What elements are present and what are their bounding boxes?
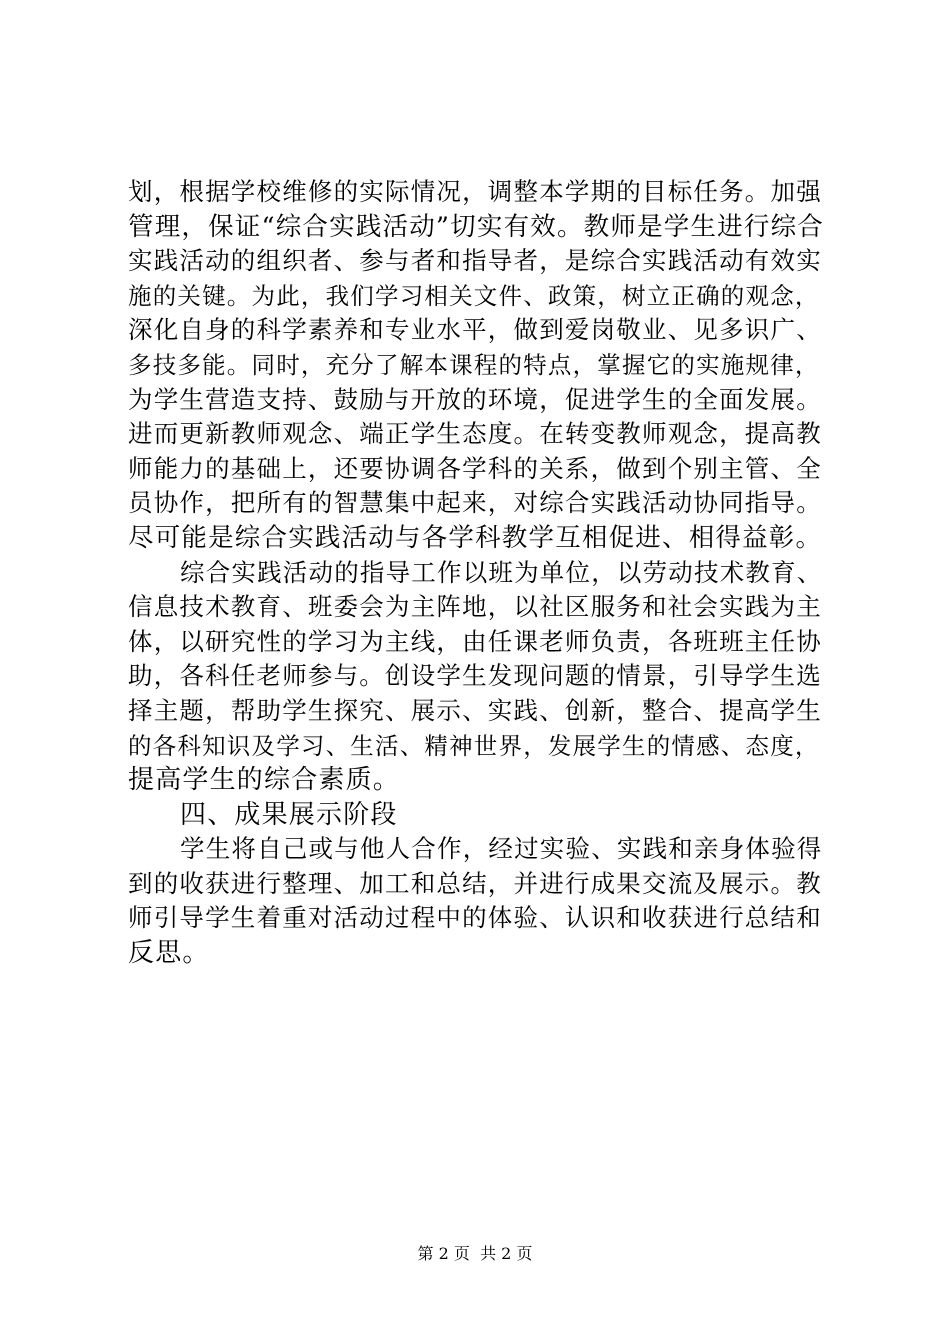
text-line: 的各科知识及学习、生活、精神世界，发展学生的情感、态度， [128, 731, 820, 760]
text-line: 尽可能是综合实践活动与各学科教学互相促进、相得益彰。 [128, 522, 823, 553]
text-line: 深化自身的科学素养和专业水平，做到爱岗敬业、见多识广、 [128, 315, 822, 345]
text-line: 提高学生的综合素质。 [128, 765, 401, 796]
paragraph-first-line: 学生将自己或与他人合作，经过实验、实践和亲身体验得 [180, 834, 823, 864]
text-line: 择主题，帮助学生探究、展示、实践、创新，整合、提高学生 [128, 695, 822, 725]
text-line: 施的关键。为此，我们学习相关文件、政策，树立正确的观念， [128, 281, 820, 310]
text-line: 员协作，把所有的智慧集中起来，对综合实践活动协同指导。 [128, 488, 822, 518]
section-heading: 四、成果展示阶段 [180, 799, 398, 830]
page-footer: 第 2 页 共 2 页 [417, 1244, 533, 1263]
text-line: 师引导学生着重对活动过程中的体验、认识和收获进行总结和 [128, 903, 822, 933]
text-line: 进而更新教师观念、端正学生态度。在转变教师观念，提高教 [128, 419, 822, 449]
text-line: 实践活动的组织者、参与者和指导者，是综合实践活动有效实 [128, 246, 822, 276]
text-line: 体，以研究性的学习为主线，由任课老师负责，各班班主任协 [128, 626, 822, 656]
text-line: 信息技术教育、班委会为主阵地，以社区服务和社会实践为主 [128, 592, 822, 622]
text-line: 师能力的基础上，还要协调各学科的关系，做到个别主管、全 [128, 453, 822, 483]
text-line: 多技多能。同时，充分了解本课程的特点，掌握它的实施规律， [128, 350, 820, 379]
text-line: 划，根据学校维修的实际情况，调整本学期的目标任务。加强 [128, 177, 822, 206]
text-line: 到的收获进行整理、加工和总结，并进行成果交流及展示。教 [128, 868, 822, 898]
text-line: 助，各科任老师参与。创设学生发现问题的情景，引导学生选 [128, 661, 822, 691]
document-body [128, 175, 828, 971]
text-line: 为学生营造支持、鼓励与开放的环境，促进学生的全面发展。 [128, 384, 822, 414]
text-line: 反思。 [128, 938, 210, 969]
text-line: 管理，保证“综合实践活动”切实有效。教师是学生进行综合 [128, 211, 824, 242]
paragraph-first-line: 综合实践活动的指导工作以班为单位，以劳动技术教育、 [180, 557, 823, 587]
